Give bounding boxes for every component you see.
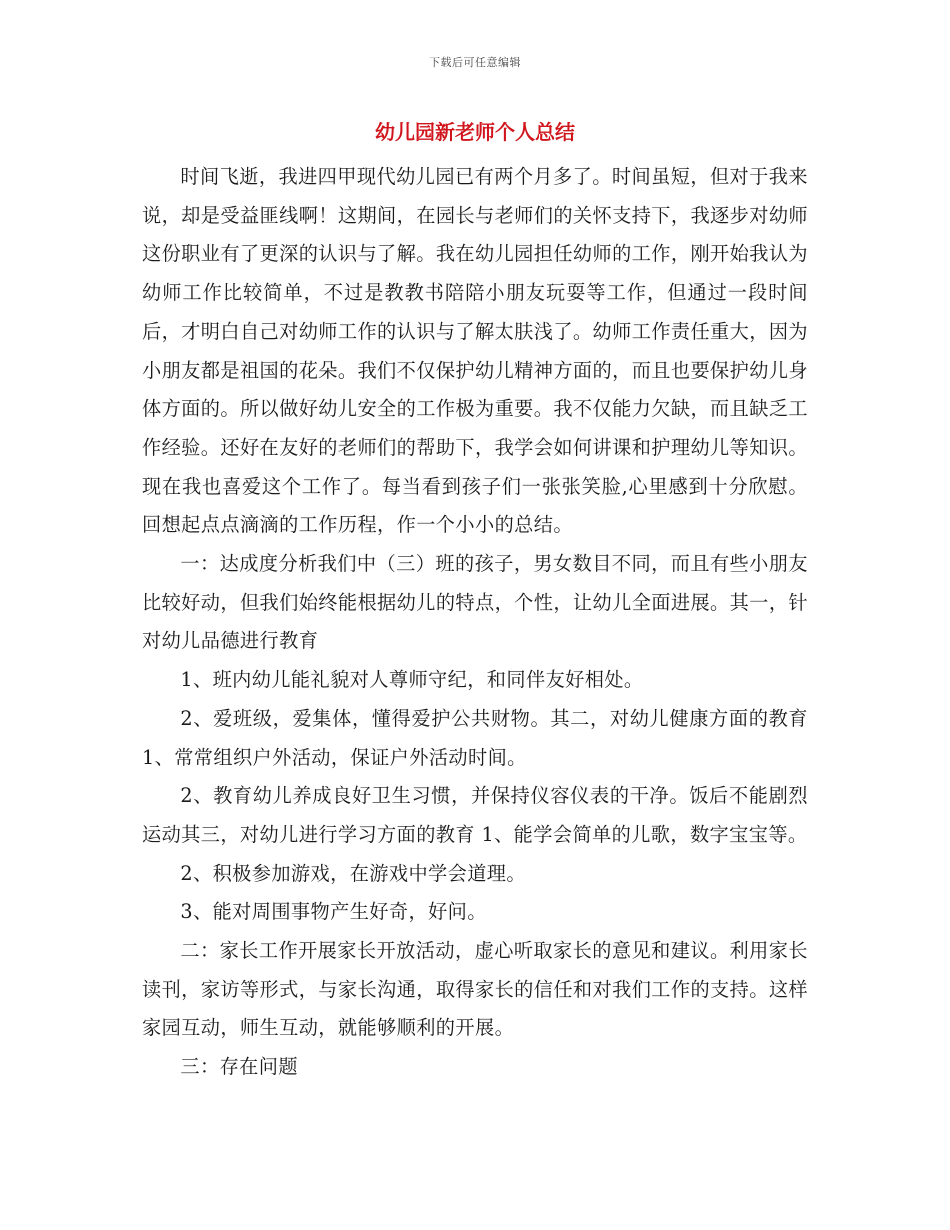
paragraph-section-three: 三：存在问题 <box>180 1055 298 1079</box>
document-title: 幼儿园新老师个人总结 <box>375 120 575 144</box>
paragraph-item: 2、积极参加游戏，在游戏中学会道理。 <box>180 861 526 885</box>
page-header-note: 下载后可任意编辑 <box>429 56 521 69</box>
paragraph-intro: 时间飞逝，我进四甲现代幼儿园已有两个月多了。时间虽短，但对于我来说，却是受益匪线啊！这期间，在园长与老师们的关怀支持下，我逐步对幼师这份职业有了更深的认识与了解。我在幼儿园担任幼师的工作，刚开始我认为幼师工作比较简单，不过是教教书陪陪小朋友玩耍等工作，但通过一段时间后，才明白自己对幼师工作的认识与了解太肤浅了。幼师工作责任重大，因为小朋友都是祖国的花朵。我们不仅保护幼儿精神方面的，而且也要保护幼儿身体方面的。所以做好幼儿安全的工作极为重要。我不仅能力欠缺，而且缺乏工作经验。还好在友好的老师们的帮助下，我学会如何讲课和护理幼儿等知识。现在我也喜爱这个工作了。每当看到孩子们一张张笑脸,心里感到十分欣慰。回想起点点滴滴的工作历程，作一个小小的总结。 <box>142 165 808 537</box>
paragraph-item: 3、能对周围事物产生好奇，好问。 <box>180 900 487 924</box>
paragraph-section-one: 一：达成度分析我们中（三）班的孩子，男女数目不同，而且有些小朋友比较好动，但我们始终能根据幼儿的特点，个性，让幼儿全面进展。其一，针对幼儿品德进行教育 <box>142 552 808 653</box>
document-body <box>142 158 808 1087</box>
paragraph-item: 1、班内幼儿能礼貌对人尊师守纪，和同伴友好相处。 <box>180 668 644 692</box>
paragraph-section-two: 二：家长工作开展家长开放活动，虚心听取家长的意见和建议。利用家长读刊，家访等形式，与家长沟通，取得家长的信任和对我们工作的支持。这样家园互动，师生互动，就能够顺利的开展。 <box>142 939 808 1040</box>
paragraph-item: 2、教育幼儿养成良好卫生习惯，并保持仪容仪表的干净。饭后不能剧烈运动其三，对幼儿进行学习方面的教育 1、能学会简单的儿歌，数字宝宝等。 <box>142 784 808 846</box>
paragraph-item: 2、爱班级，爱集体，懂得爱护公共财物。其二，对幼儿健康方面的教育 1、常常组织户外活动，保证户外活动时间。 <box>142 706 808 769</box>
